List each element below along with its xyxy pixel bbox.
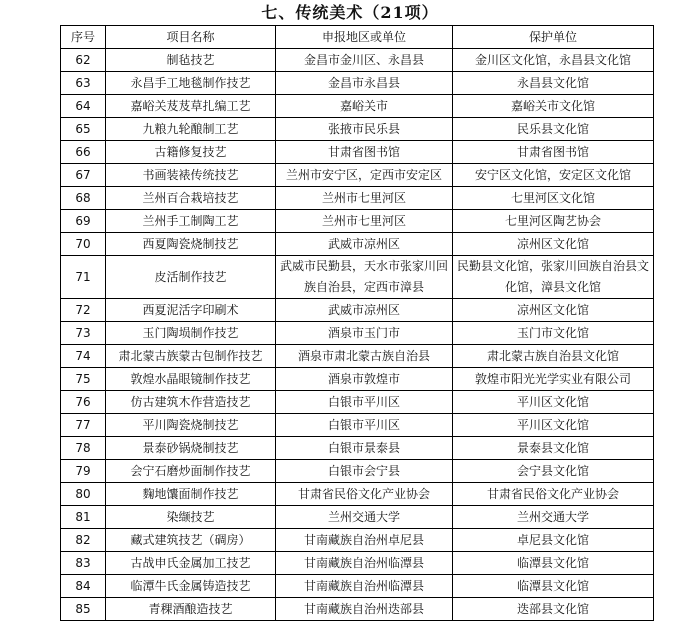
cell-number: 76 [61, 391, 106, 414]
table-row [61, 164, 654, 187]
cell-project-name: 永昌手工地毯制作技艺 [106, 72, 276, 95]
table-row [61, 414, 654, 437]
cell-applicant: 甘南藏族自治州临潭县 [276, 552, 453, 575]
cell-project-name: 青稞酒酿造技艺 [106, 598, 276, 621]
cell-number: 73 [61, 322, 106, 345]
cell-project-name: 仿古建筑木作营造技艺 [106, 391, 276, 414]
cell-protection-unit: 安宁区文化馆，安定区文化馆 [453, 164, 654, 187]
cell-applicant: 酒泉市敦煌市 [276, 368, 453, 391]
cell-applicant: 兰州市七里河区 [276, 210, 453, 233]
cell-protection-unit: 凉州区文化馆 [453, 299, 654, 322]
cell-project-name: 麴地馕面制作技艺 [106, 483, 276, 506]
table-row [61, 575, 654, 598]
cell-number: 78 [61, 437, 106, 460]
cell-applicant: 甘肃省民俗文化产业协会 [276, 483, 453, 506]
column-header-number: 序号 [61, 26, 106, 49]
cell-number: 68 [61, 187, 106, 210]
cell-applicant: 白银市景泰县 [276, 437, 453, 460]
cell-protection-unit: 永昌县文化馆 [453, 72, 654, 95]
cell-applicant: 武威市凉州区 [276, 233, 453, 256]
table-row [61, 95, 654, 118]
table-body [61, 49, 654, 621]
table-row [61, 72, 654, 95]
cell-applicant: 金昌市永昌县 [276, 72, 453, 95]
heritage-table [60, 25, 654, 621]
cell-applicant: 兰州市安宁区，定西市安定区 [276, 164, 453, 187]
cell-number: 63 [61, 72, 106, 95]
cell-applicant: 酒泉市肃北蒙古族自治县 [276, 345, 453, 368]
cell-protection-unit: 迭部县文化馆 [453, 598, 654, 621]
cell-number: 79 [61, 460, 106, 483]
cell-protection-unit: 甘肃省图书馆 [453, 141, 654, 164]
cell-number: 72 [61, 299, 106, 322]
cell-project-name: 书画装裱传统技艺 [106, 164, 276, 187]
cell-project-name: 藏式建筑技艺（碉房） [106, 529, 276, 552]
table-row [61, 256, 654, 299]
cell-number: 77 [61, 414, 106, 437]
table-row [61, 118, 654, 141]
cell-applicant: 白银市平川区 [276, 391, 453, 414]
cell-applicant: 兰州市七里河区 [276, 187, 453, 210]
cell-number: 64 [61, 95, 106, 118]
table-row [61, 49, 654, 72]
cell-number: 71 [61, 256, 106, 299]
cell-project-name: 西夏泥活字印刷术 [106, 299, 276, 322]
cell-protection-unit: 七里河区文化馆 [453, 187, 654, 210]
column-header-protection-unit: 保护单位 [453, 26, 654, 49]
table-row [61, 460, 654, 483]
cell-protection-unit: 敦煌市阳光光学实业有限公司 [453, 368, 654, 391]
cell-project-name: 皮活制作技艺 [106, 256, 276, 299]
cell-number: 66 [61, 141, 106, 164]
cell-number: 69 [61, 210, 106, 233]
cell-project-name: 临潭牛氏金属铸造技艺 [106, 575, 276, 598]
table-header-row [61, 26, 654, 49]
table-row [61, 187, 654, 210]
cell-project-name: 古战申氏金属加工技艺 [106, 552, 276, 575]
table-row [61, 391, 654, 414]
cell-project-name: 嘉峪关芨芨草扎编工艺 [106, 95, 276, 118]
cell-protection-unit: 卓尼县文化馆 [453, 529, 654, 552]
cell-protection-unit: 民勤县文化馆，张家川回族自治县文化馆，漳县文化馆 [453, 256, 654, 299]
cell-protection-unit: 七里河区陶艺协会 [453, 210, 654, 233]
cell-applicant: 白银市平川区 [276, 414, 453, 437]
cell-project-name: 兰州百合栽培技艺 [106, 187, 276, 210]
cell-number: 74 [61, 345, 106, 368]
page-title: 七、传统美术（21项） [261, 3, 439, 22]
cell-number: 84 [61, 575, 106, 598]
table-row [61, 210, 654, 233]
cell-applicant: 金昌市金川区、永昌县 [276, 49, 453, 72]
cell-project-name: 平川陶瓷烧制技艺 [106, 414, 276, 437]
cell-applicant: 嘉峪关市 [276, 95, 453, 118]
cell-protection-unit: 嘉峪关市文化馆 [453, 95, 654, 118]
cell-applicant: 甘南藏族自治州卓尼县 [276, 529, 453, 552]
cell-applicant: 武威市凉州区 [276, 299, 453, 322]
table-row [61, 529, 654, 552]
table-row [61, 233, 654, 256]
cell-number: 83 [61, 552, 106, 575]
cell-project-name: 肃北蒙古族蒙古包制作技艺 [106, 345, 276, 368]
cell-applicant: 甘南藏族自治州迭部县 [276, 598, 453, 621]
cell-applicant: 酒泉市玉门市 [276, 322, 453, 345]
cell-protection-unit: 临潭县文化馆 [453, 552, 654, 575]
cell-protection-unit: 景泰县文化馆 [453, 437, 654, 460]
cell-number: 65 [61, 118, 106, 141]
cell-project-name: 九粮九轮酿制工艺 [106, 118, 276, 141]
table-row [61, 345, 654, 368]
column-header-applicant: 申报地区或单位 [276, 26, 453, 49]
cell-protection-unit: 兰州交通大学 [453, 506, 654, 529]
cell-applicant: 白银市会宁县 [276, 460, 453, 483]
table-row [61, 322, 654, 345]
table-row [61, 483, 654, 506]
table-row [61, 368, 654, 391]
cell-number: 67 [61, 164, 106, 187]
cell-project-name: 景泰砂锅烧制技艺 [106, 437, 276, 460]
table-row [61, 437, 654, 460]
cell-applicant: 武威市民勤县，天水市张家川回族自治县，定西市漳县 [276, 256, 453, 299]
cell-applicant: 张掖市民乐县 [276, 118, 453, 141]
cell-protection-unit: 金川区文化馆，永昌县文化馆 [453, 49, 654, 72]
cell-applicant: 甘肃省图书馆 [276, 141, 453, 164]
cell-protection-unit: 平川区文化馆 [453, 414, 654, 437]
table-row [61, 552, 654, 575]
cell-project-name: 西夏陶瓷烧制技艺 [106, 233, 276, 256]
table-row [61, 141, 654, 164]
cell-number: 82 [61, 529, 106, 552]
table-row [61, 598, 654, 621]
cell-number: 80 [61, 483, 106, 506]
cell-project-name: 制毡技艺 [106, 49, 276, 72]
cell-number: 85 [61, 598, 106, 621]
cell-protection-unit: 凉州区文化馆 [453, 233, 654, 256]
column-header-project-name: 项目名称 [106, 26, 276, 49]
cell-protection-unit: 民乐县文化馆 [453, 118, 654, 141]
table-row [61, 506, 654, 529]
cell-project-name: 玉门陶埙制作技艺 [106, 322, 276, 345]
cell-number: 81 [61, 506, 106, 529]
cell-project-name: 染缬技艺 [106, 506, 276, 529]
cell-number: 70 [61, 233, 106, 256]
cell-protection-unit: 玉门市文化馆 [453, 322, 654, 345]
cell-protection-unit: 甘肃省民俗文化产业协会 [453, 483, 654, 506]
cell-applicant: 兰州交通大学 [276, 506, 453, 529]
cell-number: 75 [61, 368, 106, 391]
cell-project-name: 兰州手工制陶工艺 [106, 210, 276, 233]
cell-applicant: 甘南藏族自治州临潭县 [276, 575, 453, 598]
cell-protection-unit: 会宁县文化馆 [453, 460, 654, 483]
cell-number: 62 [61, 49, 106, 72]
cell-project-name: 古籍修复技艺 [106, 141, 276, 164]
cell-project-name: 会宁石磨炒面制作技艺 [106, 460, 276, 483]
cell-protection-unit: 肃北蒙古族自治县文化馆 [453, 345, 654, 368]
cell-project-name: 敦煌水晶眼镜制作技艺 [106, 368, 276, 391]
cell-protection-unit: 平川区文化馆 [453, 391, 654, 414]
table-row [61, 299, 654, 322]
cell-protection-unit: 临潭县文化馆 [453, 575, 654, 598]
